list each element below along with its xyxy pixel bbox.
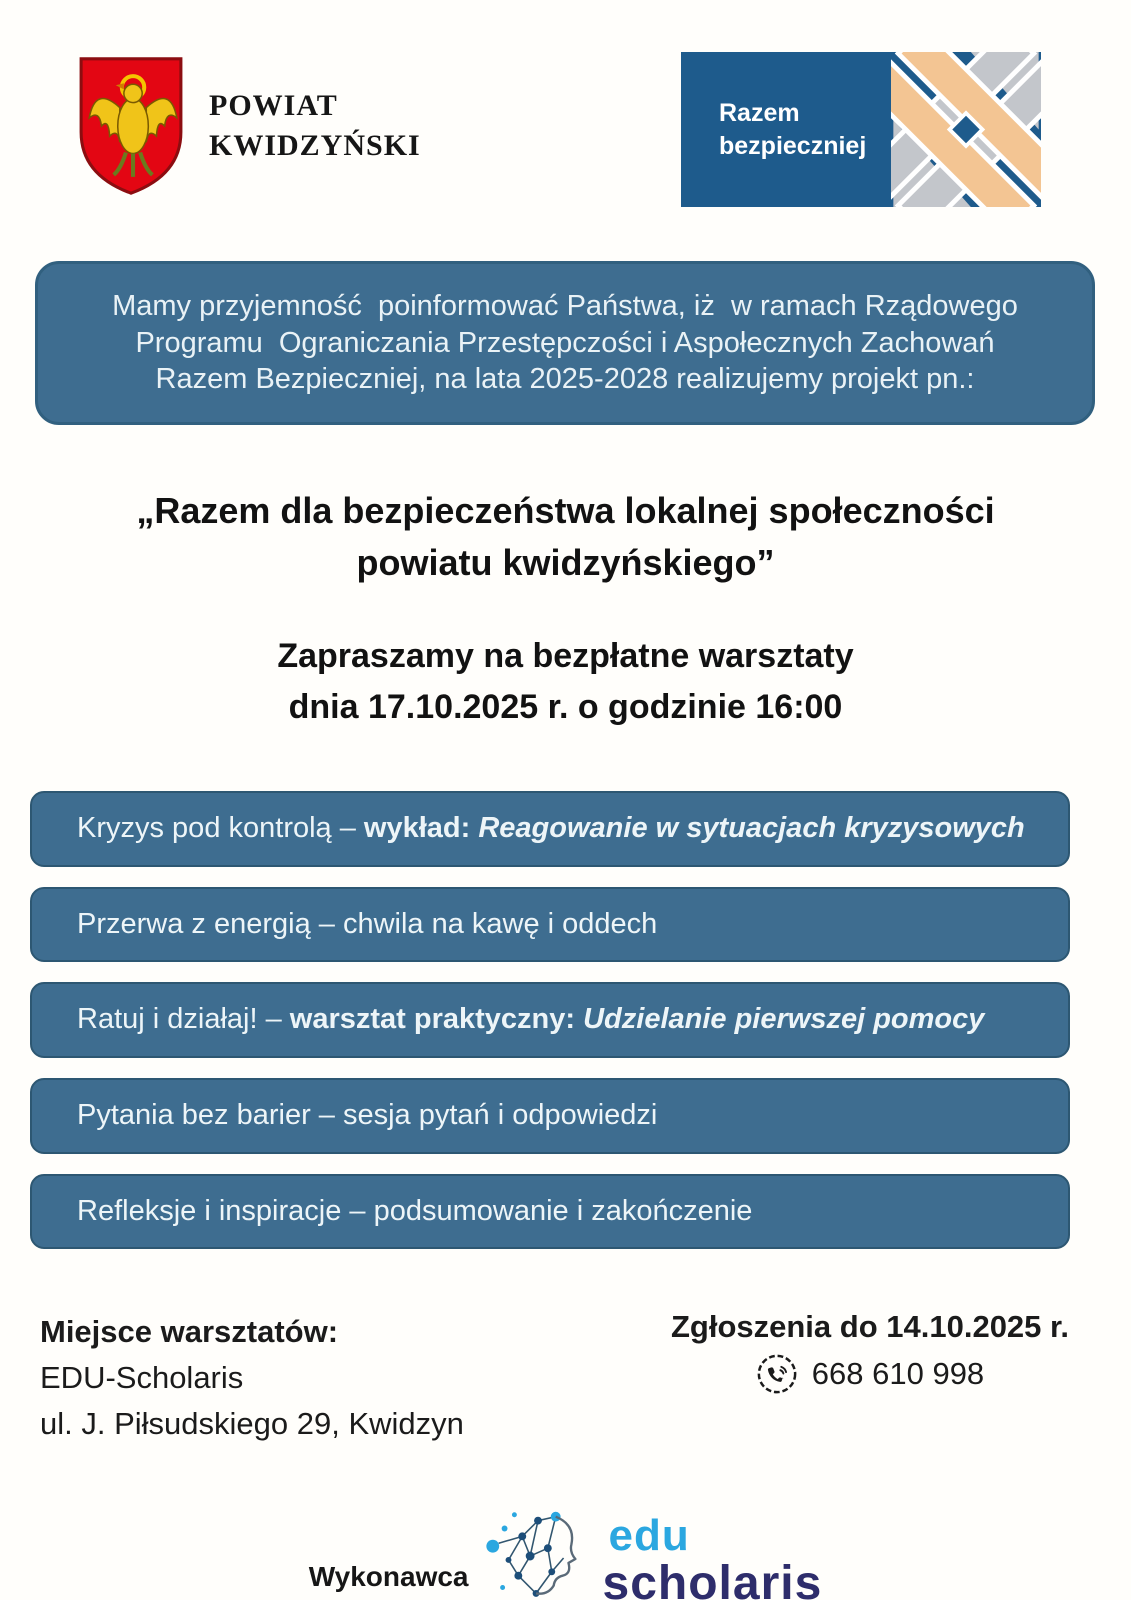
invitation-text bbox=[0, 631, 1131, 733]
eduscholaris-head-icon bbox=[479, 1499, 597, 1600]
signup-info bbox=[671, 1309, 1069, 1395]
eduscholaris-wordmark bbox=[602, 1511, 823, 1600]
project-title-line1: „Razem dla bezpieczeństwa lokalnej społeczności bbox=[136, 489, 995, 531]
weave-pattern-icon bbox=[891, 52, 1041, 207]
agenda-item-3-italic: Udzielanie pierwszej pomocy bbox=[583, 1003, 985, 1036]
agenda-item-5-text: Refleksje i inspiracje – podsumowanie i zakończenie bbox=[77, 1194, 753, 1227]
signup-deadline: Zgłoszenia do 14.10.2025 r. bbox=[670, 1309, 1069, 1345]
project-title-line2: powiatu kwidzyńskiego” bbox=[356, 541, 775, 583]
razem-logo-line1: Razem bbox=[719, 99, 800, 127]
powiat-name bbox=[209, 86, 421, 167]
invitation-line1: Zapraszamy na bezpłatne warsztaty bbox=[277, 636, 854, 675]
workshop-location bbox=[40, 1309, 464, 1447]
location-name: EDU-Scholaris bbox=[40, 1360, 244, 1396]
agenda-item-1 bbox=[30, 791, 1070, 867]
razem-bezpieczniej-logo bbox=[681, 52, 1041, 207]
powiat-kwidzynski-logo bbox=[75, 52, 421, 200]
project-title bbox=[0, 485, 1131, 589]
footer-info bbox=[0, 1249, 1131, 1447]
agenda-list bbox=[30, 791, 1070, 1249]
agenda-item-3-bold: warsztat praktyczny: bbox=[289, 1003, 584, 1036]
phone-icon bbox=[756, 1353, 798, 1395]
agenda-item-3 bbox=[30, 982, 1070, 1058]
brand-edu: edu bbox=[608, 1511, 690, 1561]
intro-line2: Programu Ograniczania Przestępczości i Aspołecznych Zachowań bbox=[135, 326, 995, 359]
intro-line1: Mamy przyjemność poinformować Państwa, iż w ramach Rządowego bbox=[112, 290, 1018, 322]
phone-number: 668 610 998 bbox=[811, 1356, 985, 1392]
executor-row bbox=[0, 1499, 1131, 1600]
agenda-item-2-text: Przerwa z energią – chwila na kawę i oddech bbox=[77, 907, 658, 940]
intro-banner bbox=[35, 261, 1095, 425]
executor-label: Wykonawca bbox=[308, 1561, 469, 1593]
agenda-item-5 bbox=[30, 1174, 1070, 1250]
intro-line3: Razem Bezpieczniej, na lata 2025-2028 realizujemy projekt pn.: bbox=[155, 363, 975, 396]
invitation-line2: dnia 17.10.2025 r. o godzinie 16:00 bbox=[288, 687, 843, 726]
location-address: ul. J. Piłsudskiego 29, Kwidzyn bbox=[40, 1406, 464, 1442]
agenda-item-1-text: Kryzys pod kontrolą – bbox=[77, 811, 364, 844]
agenda-item-1-italic: Reagowanie w sytuacjach kryzysowych bbox=[478, 811, 1025, 844]
header bbox=[0, 0, 1131, 207]
phone-row bbox=[671, 1353, 1069, 1395]
razem-logo-line2: bezpieczniej bbox=[719, 131, 867, 160]
agenda-item-3-text: Ratuj i działaj! – bbox=[77, 1003, 290, 1036]
brand-scholaris: scholaris bbox=[602, 1557, 823, 1600]
powiat-name-line1: POWIAT bbox=[209, 88, 338, 122]
razem-logo-text bbox=[681, 52, 891, 207]
location-heading: Miejsce warsztatów: bbox=[40, 1314, 339, 1350]
agenda-item-4 bbox=[30, 1078, 1070, 1154]
powiat-crest-icon bbox=[75, 52, 187, 200]
agenda-item-2 bbox=[30, 887, 1070, 963]
agenda-item-4-text: Pytania bez barier – sesja pytań i odpowiedzi bbox=[77, 1099, 658, 1132]
agenda-item-1-bold: wykład: bbox=[363, 811, 479, 844]
powiat-name-line2: KWIDZYŃSKI bbox=[209, 129, 421, 162]
